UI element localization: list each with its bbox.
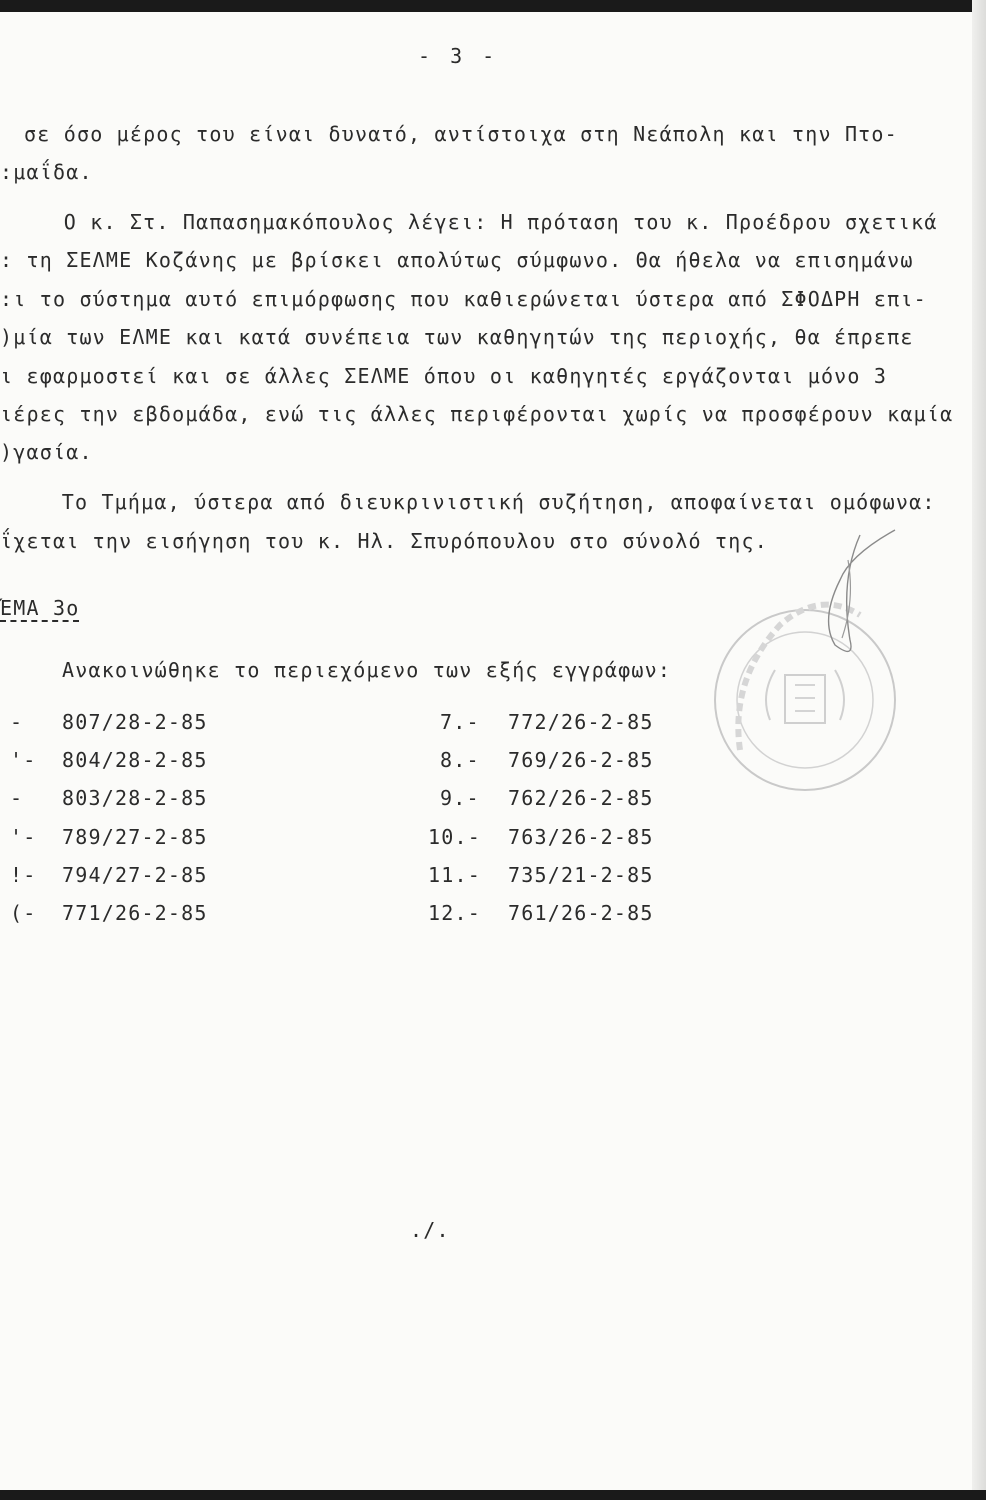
doc-list-number: 7.- <box>440 710 480 734</box>
doc-list-number: (- <box>10 901 37 925</box>
body-line: ιέρες την εβδομάδα, ενώ τις άλλες περιφέρονται χωρίς να προσφέρουν καμία <box>0 402 954 426</box>
decision-line: Το Τμήμα, ύστερα από διευκρινιστική συζήτηση, αποφαίνεται ομόφωνα: <box>22 490 936 514</box>
announcement-text: Ανακοινώθηκε το περιεχόμενο των εξής εγγράφων: <box>62 658 672 682</box>
scan-right-edge <box>972 0 986 1500</box>
doc-list-number: '- <box>10 825 37 849</box>
body-line: :ι το σύστημα αυτό επιμόρφωσης που καθιερώνεται ύστερα από ΣΦΟΔΡΗ επι- <box>0 287 927 311</box>
body-line: : τη ΣΕΛΜΕ Κοζάνης με βρίσκει απολύτως σύμφωνο. Θα ήθελα να επισημάνω <box>0 248 914 272</box>
scan-bottom-border <box>0 1490 986 1500</box>
page-number: - 3 - <box>418 44 499 68</box>
doc-list-number: 12.- <box>428 901 481 925</box>
doc-list-number: 10.- <box>428 825 481 849</box>
doc-list-number: - <box>10 786 24 810</box>
doc-list-number: - <box>10 710 24 734</box>
body-line: :μαΐδα. <box>0 160 93 184</box>
doc-reference: 735/21-2-85 <box>508 863 654 887</box>
doc-reference: 789/27-2-85 <box>62 825 208 849</box>
scan-top-border <box>0 0 986 12</box>
official-seal-stamp <box>700 520 910 800</box>
signature-mark <box>829 530 895 651</box>
doc-reference: 794/27-2-85 <box>62 863 208 887</box>
doc-reference: 803/28-2-85 <box>62 786 208 810</box>
doc-reference: 772/26-2-85 <box>508 710 654 734</box>
doc-reference: 769/26-2-85 <box>508 748 654 772</box>
body-line: Ο κ. Στ. Παπασημακόπουλος λέγει: Η πρόταση του κ. Προέδρου σχετικά <box>24 210 938 234</box>
doc-reference: 771/26-2-85 <box>62 901 208 925</box>
doc-list-number: 8.- <box>440 748 480 772</box>
decision-line: ΐχεται την εισήγηση του κ. Ηλ. Σπυρόπουλου στο σύνολό της. <box>0 529 768 553</box>
doc-reference: 804/28-2-85 <box>62 748 208 772</box>
doc-reference: 761/26-2-85 <box>508 901 654 925</box>
body-line: )μία των ΕΛΜΕ και κατά συνέπεια των καθηγητών της περιοχής, θα έπρεπε <box>0 325 914 349</box>
doc-reference: 807/28-2-85 <box>62 710 208 734</box>
doc-list-number: 11.- <box>428 863 481 887</box>
doc-list-number: '- <box>10 748 37 772</box>
closing-mark: ./. <box>410 1218 450 1242</box>
doc-list-number: !- <box>10 863 37 887</box>
doc-reference: 763/26-2-85 <box>508 825 654 849</box>
doc-reference: 762/26-2-85 <box>508 786 654 810</box>
body-line: ι εφαρμοστεί και σε άλλες ΣΕΛΜΕ όπου οι καθηγητές εργάζονται μόνο 3 <box>0 364 888 388</box>
doc-list-number: 9.- <box>440 786 480 810</box>
body-line: σε όσο μέρος του είναι δυνατό, αντίστοιχα στη Νεάπολη και την Πτο- <box>24 122 898 146</box>
body-line: )γασία. <box>0 440 93 464</box>
topic-heading: ΈΜΑ 3ο <box>0 596 80 620</box>
